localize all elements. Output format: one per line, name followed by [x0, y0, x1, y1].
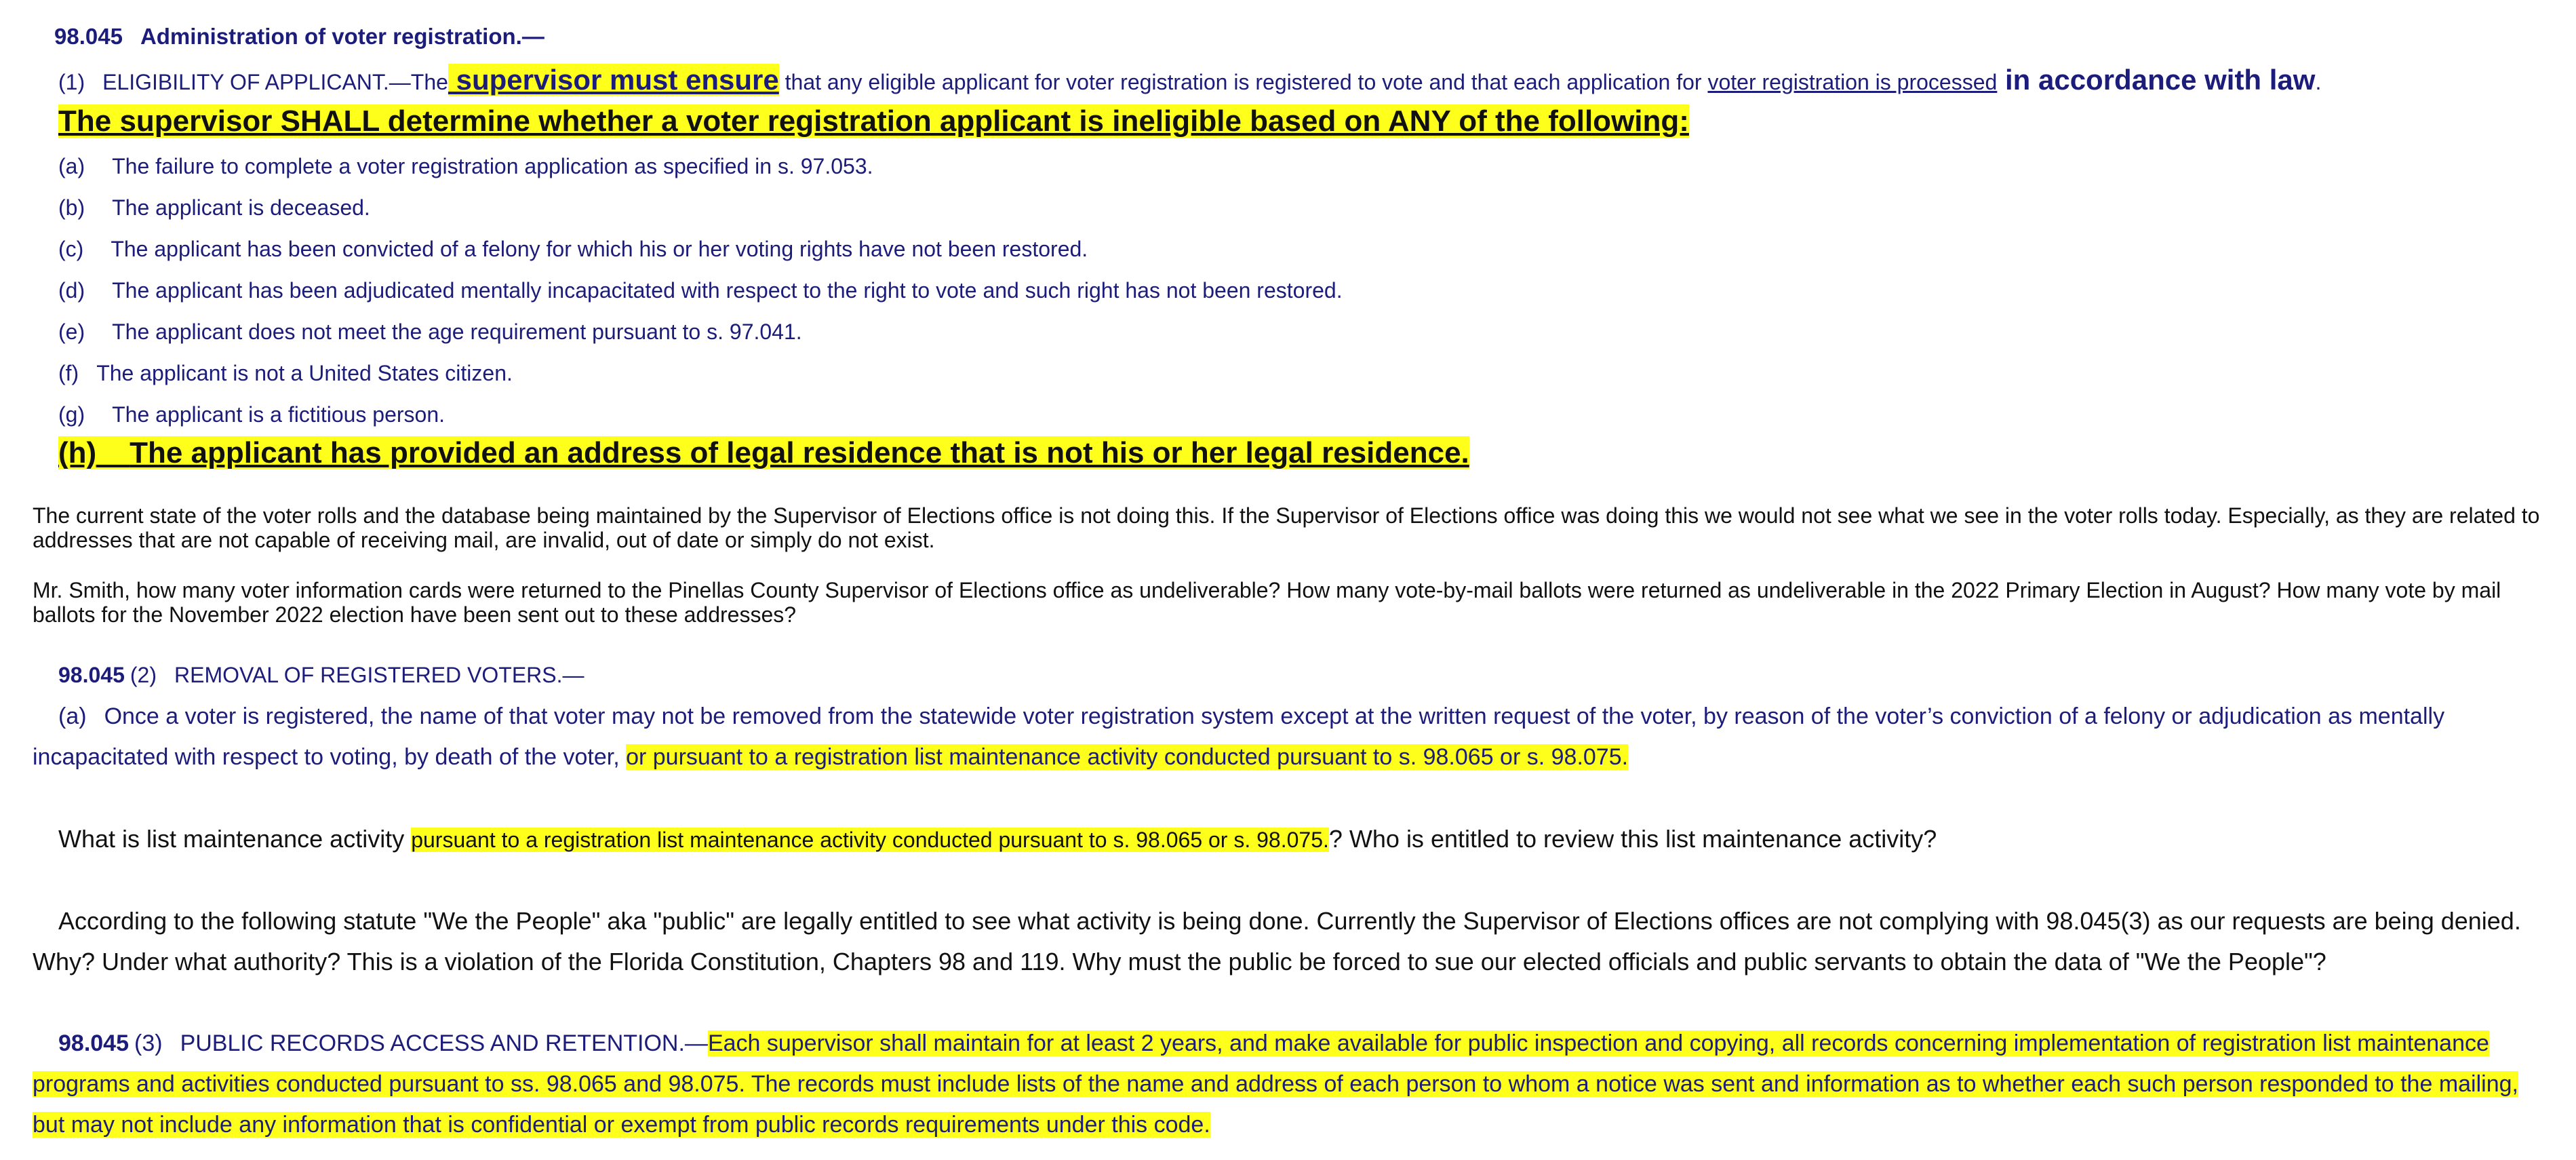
ground-letter: (g): [58, 402, 85, 427]
ground-letter: (f): [58, 361, 79, 385]
eligibility-emphasis-law: in accordance with law: [1997, 64, 2316, 96]
ground-item-e: [58, 318, 802, 345]
commentary3-text: According to the following statute "We the People" aka "public" are legally entitled to see what activity is being done. Currently the Supervisor of Elections offices are not complying with 98.045(3) as our requests are being denied. Why? Under what authority? This is a violation of the Florida Constitution, Chapters 98 and 119. Why must the public be forced to sue our elected officials and public servants to obtain the data of "We the People"?: [33, 907, 2521, 975]
removal-paragraph-a: [33, 696, 2555, 777]
eligibility-paragraph: [58, 65, 2321, 97]
section-heading: [54, 23, 544, 50]
commentary-voter-rolls: The current state of the voter rolls and the database being maintained by the Supervisor of Elections office is not doing this. If the Supervisor of Elections office was doing this we would not see what we see in the voter rolls today. Especially, as they are related to addresses that are not capable of receiving mail, are invalid, out of date or simply do not exist.: [33, 503, 2540, 552]
ground-item-c: [58, 235, 1088, 263]
commentary-public-entitlement: [33, 901, 2555, 982]
ground-letter: (a): [58, 154, 85, 178]
ground-text: The applicant has provided an address of legal residence that is not his or her legal residence.: [130, 436, 1469, 469]
ground-text: The applicant is not a United States citizen.: [96, 361, 513, 385]
records-highlight: Each supervisor shall maintain for at least 2 years, and make available for public inspection and copying, all records concerning implementation of registration list maintenance programs and activities conducted pursuant to ss. 98.065 and 98.075. The records must include lists of the name and address of each person to whom a notice was sent and information as to whether each such person responded to the mailing, but may not include any information that is confidential or exempt from public records requirements under this code.: [33, 1030, 2518, 1138]
section-title: Administration of voter registration.—: [140, 24, 544, 49]
question-pre: What is list maintenance activity: [58, 825, 412, 853]
ground-item-d: [58, 277, 1343, 304]
shall-determine-line: [58, 105, 1689, 140]
eligibility-label: ELIGIBILITY OF APPLICANT.—The: [102, 70, 448, 94]
ground-text: The applicant is a fictitious person.: [112, 402, 445, 427]
ground-text: The applicant is deceased.: [112, 195, 370, 220]
ground-letter: (d): [58, 278, 85, 303]
section-number: 98.045: [54, 24, 123, 49]
removal-a-highlight: or pursuant to a registration list maintenance activity conducted pursuant to s. 98.065 or s. 98.075.: [626, 744, 1629, 770]
ground-letter: (c): [58, 237, 84, 261]
ground-letter: (b): [58, 195, 85, 220]
eligibility-text: that any eligible applicant for voter registration is registered to vote and that each application for: [778, 70, 1708, 94]
commentary-questions: Mr. Smith, how many voter information cards were returned to the Pinellas County Supervisor of Elections office as undeliverable? How many vote-by-mail ballots were returned as undeliverable in the 2022 Primary Election in August? How many vote by mail ballots for the November 2022 election have been sent out to these addresses?: [33, 578, 2501, 627]
removal-sub: (2): [130, 663, 157, 687]
ground-item-f: [58, 360, 513, 387]
removal-a-text: Once a voter is registered, the name of that voter may not be removed from the statewide voter registration system except at the written request of the voter, by reason of the voter’s conviction of a felony or adjudication as mentally incapacitated with respect to voting, by death of the voter,: [33, 703, 2445, 770]
ground-letter: (h): [58, 436, 97, 469]
eligibility-emphasis-supervisor: supervisor must ensure: [448, 64, 779, 96]
shall-determine-text: The supervisor SHALL determine whether a voter registration applicant is ineligible based on ANY of the following:: [58, 104, 1689, 138]
ground-text: The applicant has been adjudicated mentally incapacitated with respect to the right to vote and such right has not been restored.: [112, 278, 1343, 303]
ground-text: The applicant has been convicted of a felony for which his or her voting rights have not been restored.: [111, 237, 1088, 261]
question-highlight: pursuant to a registration list maintenance activity conducted pursuant to s. 98.065 or s. 98.075.: [411, 828, 1329, 852]
removal-title: REMOVAL OF REGISTERED VOTERS.—: [174, 663, 584, 687]
ground-item-h: [58, 436, 1469, 473]
eligibility-link-text: voter registration is processed: [1707, 70, 1998, 94]
records-number: 98.045: [58, 1030, 129, 1056]
eligibility-end: .: [2315, 70, 2322, 94]
ground-text: The applicant does not meet the age requirement pursuant to s. 97.041.: [112, 320, 802, 344]
ground-text: The failure to complete a voter registration application as specified in s. 97.053.: [112, 154, 873, 178]
removal-a-letter: (a): [58, 703, 87, 729]
public-records-paragraph: [33, 1023, 2555, 1145]
ground-item-g: [58, 401, 445, 428]
records-sub: (3): [134, 1030, 163, 1056]
ground-item-b: [58, 194, 370, 221]
ground-item-a: [58, 153, 873, 180]
ground-h-block: [58, 436, 1469, 469]
eligibility-number: (1): [58, 70, 85, 94]
removal-heading: [58, 661, 584, 689]
question-post: ? Who is entitled to review this list maintenance activity?: [1328, 825, 1937, 853]
removal-number: 98.045: [58, 663, 125, 687]
records-title: PUBLIC RECORDS ACCESS AND RETENTION.—: [180, 1030, 708, 1056]
list-maintenance-question: [33, 819, 2555, 860]
ground-letter: (e): [58, 320, 85, 344]
